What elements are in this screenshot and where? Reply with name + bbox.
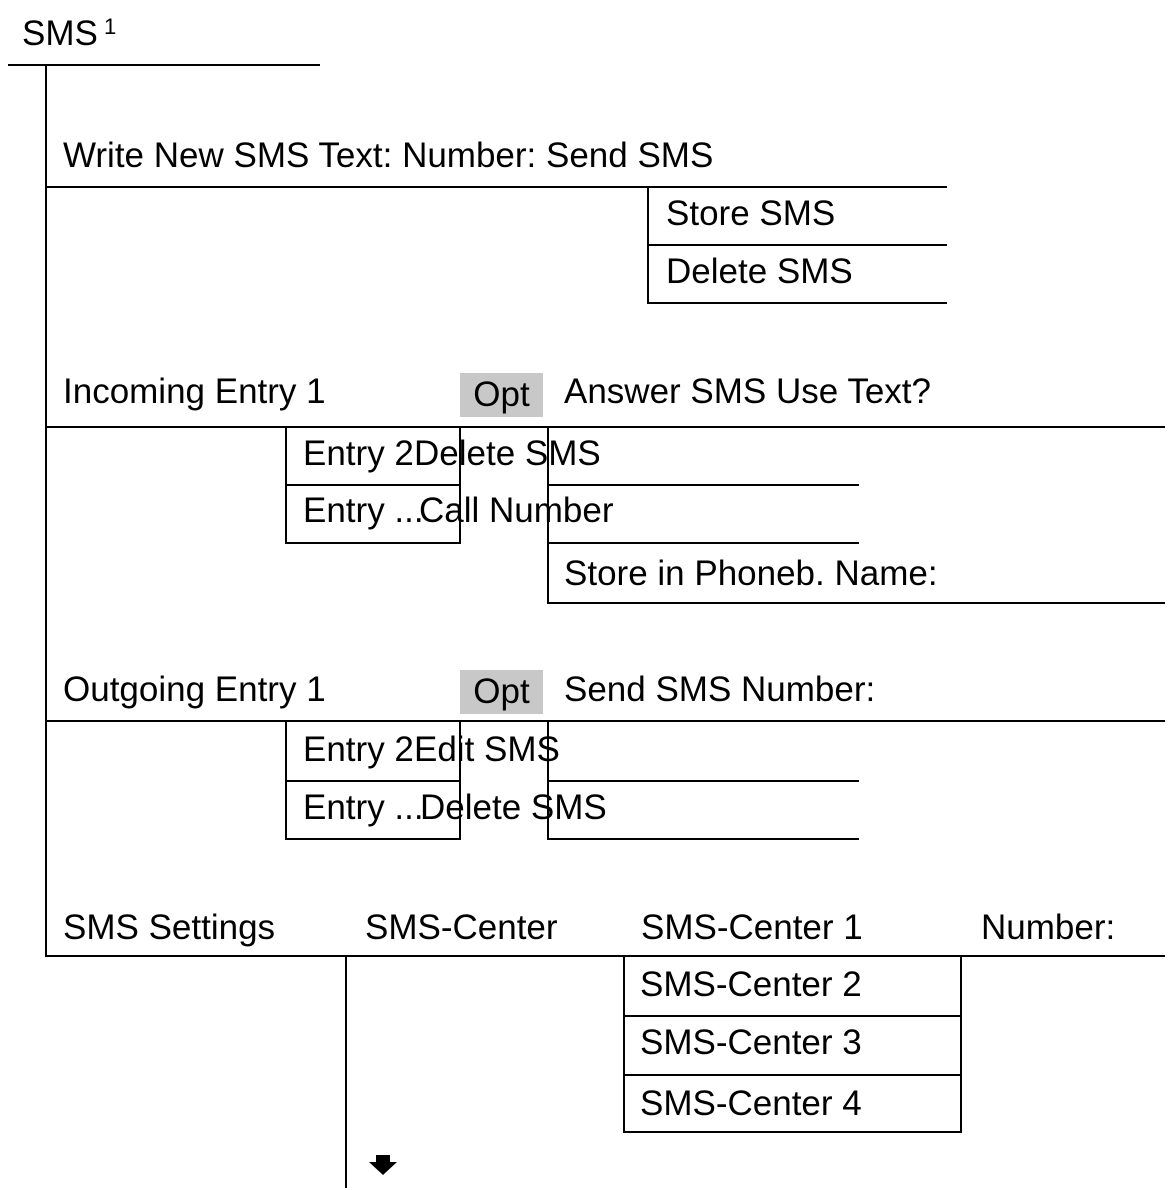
sms-settings-label: SMS Settings [63,908,276,947]
call-number-line [547,542,859,544]
main-trunk-line [45,64,47,957]
sms-center-4-line [623,1131,962,1133]
sms-center-label: SMS-Center [365,908,558,947]
incoming-line [45,426,1165,428]
incoming-delete-sms-option: Delete SMS [414,434,601,473]
incoming-entry-more: Entry ... [303,491,424,530]
edit-sms-line [547,780,859,782]
outgoing-line [45,720,1165,722]
write-new-sms-path: Write New SMS Text: Number: Send SMS [63,136,714,175]
outgoing-entry-more-line [285,838,460,840]
store-sms-line [647,244,947,246]
outgoing-delete-sms-line [547,838,859,840]
incoming-entry-2: Entry 2 [303,434,414,473]
answer-sms-option: Answer SMS Use Text? [564,372,931,411]
outgoing-entry-label: Outgoing Entry 1 [63,670,326,709]
sms-center-1: SMS-Center 1 [641,908,863,947]
sms-center-2-line [623,1015,962,1017]
sms-center-3: SMS-Center 3 [640,1023,862,1062]
incoming-entry-more-line [285,542,460,544]
number-label: Number: [981,908,1116,947]
centers-right-line [960,955,962,1133]
write-new-line [45,186,947,188]
store-in-phonebook-option: Store in Phoneb. Name: [564,554,938,593]
title-underline [8,64,320,66]
centers-left-line [623,955,625,1133]
incoming-entry-label: Incoming Entry 1 [63,372,326,411]
outgoing-entry-2: Entry 2 [303,730,414,769]
store-sms-option: Store SMS [666,194,836,233]
arrow-down-icon [368,1154,398,1176]
delete-sms-option: Delete SMS [666,252,853,291]
incoming-entry-2-line [285,484,460,486]
outgoing-delete-sms-option: Delete SMS [420,788,607,827]
store-in-phonebook-line [547,602,1165,604]
incoming-opt-button: Opt [460,373,543,417]
delete-sms-line [647,302,947,304]
call-number-option: Call Number [419,491,614,530]
sms-center-continuation-line [345,955,347,1188]
sms-center-3-line [623,1074,962,1076]
outgoing-opt-button: Opt [460,670,543,714]
settings-line [45,955,1165,957]
title-footnote-marker: 1 [104,14,117,39]
sms-center-2: SMS-Center 2 [640,965,862,1004]
incoming-delete-sms-line [547,484,859,486]
send-sms-number-option: Send SMS Number: [564,670,876,709]
outgoing-entry-more: Entry ... [303,788,424,827]
menu-title: SMS [22,14,98,53]
sms-center-4: SMS-Center 4 [640,1084,862,1123]
outgoing-entry-2-line [285,780,460,782]
edit-sms-option: Edit SMS [414,730,560,769]
